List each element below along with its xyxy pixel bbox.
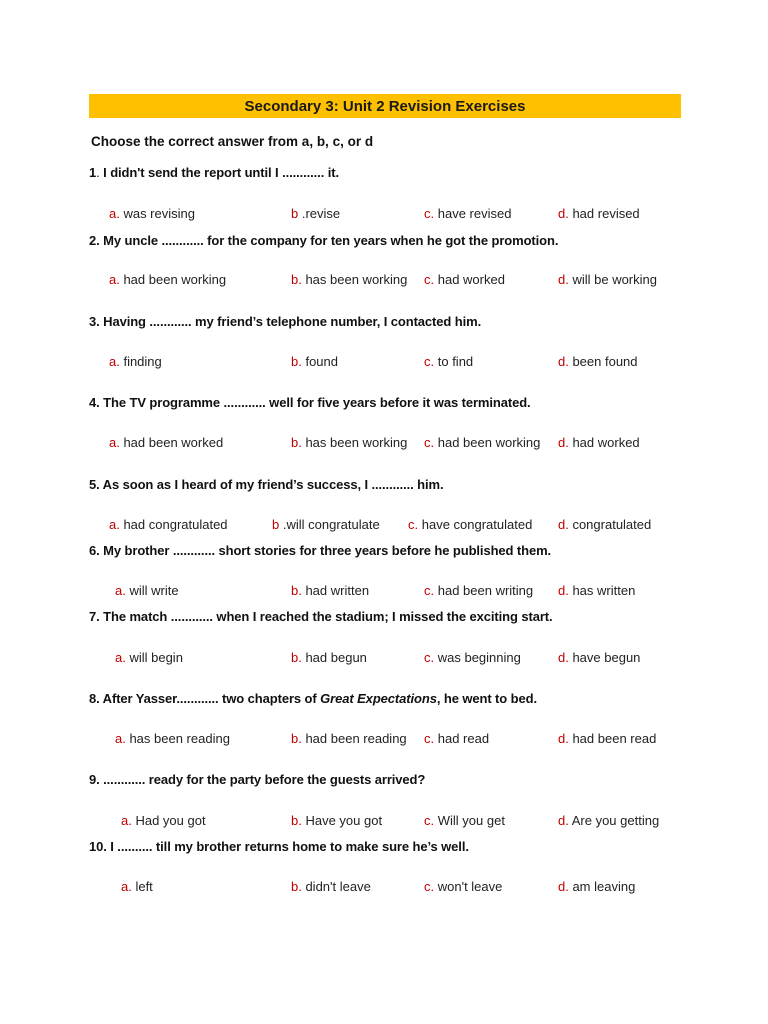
q6-option-b[interactable]: [291, 583, 369, 598]
option-letter: b.: [291, 650, 302, 665]
q7-option-b[interactable]: [291, 650, 367, 665]
q7-option-a[interactable]: [115, 650, 183, 665]
title-bar: [89, 94, 681, 118]
option-text: Have you got: [301, 813, 383, 828]
option-letter: b: [272, 517, 280, 532]
option-letter: a.: [115, 731, 126, 746]
question-number-dot: .: [96, 165, 100, 180]
option-text: congratulated: [568, 517, 652, 532]
option-text: Are you getting: [568, 813, 660, 828]
option-letter: c.: [424, 650, 435, 665]
option-text: .revise: [298, 206, 341, 221]
question-text: I didn't send the report until I ............ it.: [99, 165, 339, 180]
q5-option-a[interactable]: [109, 517, 228, 532]
q2-option-d[interactable]: [558, 272, 657, 287]
option-text: had congratulated: [119, 517, 228, 532]
option-letter: c.: [424, 354, 435, 369]
option-letter: d.: [558, 650, 569, 665]
q3-option-d[interactable]: [558, 354, 638, 369]
option-letter: c.: [424, 879, 435, 894]
option-text: been found: [568, 354, 638, 369]
q9-option-a[interactable]: [121, 813, 206, 828]
q9-option-d[interactable]: [558, 813, 659, 828]
q10-option-c[interactable]: [424, 879, 502, 894]
q7-option-c[interactable]: [424, 650, 521, 665]
option-letter: b.: [291, 354, 302, 369]
q1-option-d[interactable]: [558, 206, 640, 221]
option-letter: a.: [121, 813, 132, 828]
question-number: 1: [89, 165, 97, 180]
option-text: left: [131, 879, 153, 894]
option-letter: a.: [109, 517, 120, 532]
question-text-end: , he went to bed.: [436, 691, 537, 706]
option-text: was beginning: [434, 650, 521, 665]
option-text: .will congratulate: [279, 517, 380, 532]
option-letter: c.: [424, 731, 435, 746]
option-letter: d.: [558, 272, 569, 287]
q10-option-a[interactable]: [121, 879, 153, 894]
question-5: 5. As soon as I heard of my friend’s success, I ............ him.: [89, 477, 444, 492]
option-letter: d.: [558, 731, 569, 746]
option-text: Had you got: [131, 813, 206, 828]
q1-option-b[interactable]: [291, 206, 340, 221]
option-text: finding: [119, 354, 162, 369]
option-letter: b.: [291, 583, 302, 598]
page-title: Secondary 3: Unit 2 Revision Exercises: [244, 97, 526, 115]
option-text: had worked: [568, 435, 640, 450]
option-text: had been read: [568, 731, 657, 746]
option-letter: b.: [291, 731, 302, 746]
q8-option-d[interactable]: [558, 731, 656, 746]
option-letter: d.: [558, 435, 569, 450]
q1-option-a[interactable]: [109, 206, 195, 221]
option-letter: a.: [109, 435, 120, 450]
q4-option-a[interactable]: [109, 435, 223, 450]
q7-option-d[interactable]: [558, 650, 640, 665]
option-letter: d.: [558, 206, 569, 221]
option-text: had been reading: [301, 731, 407, 746]
q4-option-c[interactable]: [424, 435, 540, 450]
instructions: Choose the correct answer from a, b, c, or d: [91, 134, 374, 149]
option-letter: d.: [558, 517, 569, 532]
option-text: has been working: [301, 435, 408, 450]
question-10: 10. I .......... till my brother returns home to make sure he’s well.: [89, 839, 469, 854]
option-letter: a.: [121, 879, 132, 894]
option-text: have revised: [434, 206, 512, 221]
q8-option-a[interactable]: [115, 731, 230, 746]
option-text: has been working: [301, 272, 408, 287]
option-text: have congratulated: [418, 517, 533, 532]
q3-option-a[interactable]: [109, 354, 162, 369]
option-text: had read: [434, 731, 490, 746]
option-text: had been writing: [434, 583, 534, 598]
option-letter: d.: [558, 354, 569, 369]
option-text: had been working: [434, 435, 541, 450]
option-letter: c.: [424, 813, 435, 828]
q1-option-c[interactable]: [424, 206, 511, 221]
option-text: will begin: [125, 650, 183, 665]
option-letter: d.: [558, 879, 569, 894]
option-text: found: [301, 354, 338, 369]
option-letter: c.: [424, 272, 435, 287]
option-letter: a.: [109, 272, 120, 287]
q6-option-d[interactable]: [558, 583, 635, 598]
option-text: have begun: [568, 650, 641, 665]
option-text: had revised: [568, 206, 640, 221]
question-text: 8. After Yasser............ two chapters of: [89, 691, 321, 706]
q4-option-b[interactable]: [291, 435, 407, 450]
option-letter: a.: [115, 650, 126, 665]
q10-option-b[interactable]: [291, 879, 371, 894]
question-9: 9. ............ ready for the party before the guests arrived?: [89, 772, 426, 787]
q2-option-a[interactable]: [109, 272, 226, 287]
option-text: has been reading: [125, 731, 230, 746]
question-2: 2. My uncle ............ for the company for ten years when he got the promotion.: [89, 233, 559, 248]
question-4: 4. The TV programme ............ well for five years before it was terminated.: [89, 395, 531, 410]
q9-option-c[interactable]: [424, 813, 505, 828]
option-text: didn't leave: [301, 879, 371, 894]
book-title: Great Expectations: [320, 691, 437, 706]
option-letter: b.: [291, 272, 302, 287]
question-1: [89, 165, 339, 180]
option-letter: d.: [558, 813, 569, 828]
option-text: has written: [568, 583, 636, 598]
option-text: had begun: [301, 650, 367, 665]
option-letter: b.: [291, 435, 302, 450]
q3-option-c[interactable]: [424, 354, 473, 369]
option-text: will write: [125, 583, 179, 598]
option-letter: c.: [408, 517, 419, 532]
question-7: 7. The match ............ when I reached the stadium; I missed the exciting start.: [89, 609, 553, 624]
q4-option-d[interactable]: [558, 435, 640, 450]
q2-option-b[interactable]: [291, 272, 407, 287]
option-letter: c.: [424, 435, 435, 450]
q6-option-a[interactable]: [115, 583, 179, 598]
option-text: am leaving: [568, 879, 636, 894]
q5-option-c[interactable]: [408, 517, 532, 532]
q5-option-b[interactable]: [272, 517, 380, 532]
q10-option-d[interactable]: [558, 879, 635, 894]
option-letter: a.: [115, 583, 126, 598]
option-text: had been working: [119, 272, 227, 287]
question-8: [89, 691, 537, 706]
option-text: won't leave: [434, 879, 503, 894]
option-letter: b.: [291, 813, 302, 828]
option-text: had been worked: [119, 435, 224, 450]
option-letter: c.: [424, 206, 435, 221]
question-3: 3. Having ............ my friend’s telephone number, I contacted him.: [89, 314, 482, 329]
option-letter: b: [291, 206, 299, 221]
option-text: was revising: [119, 206, 195, 221]
q2-option-c[interactable]: [424, 272, 505, 287]
q3-option-b[interactable]: [291, 354, 338, 369]
q8-option-c[interactable]: [424, 731, 489, 746]
option-text: had written: [301, 583, 370, 598]
q5-option-d[interactable]: [558, 517, 651, 532]
option-text: had worked: [434, 272, 505, 287]
option-letter: a.: [109, 354, 120, 369]
option-letter: d.: [558, 583, 569, 598]
option-text: to find: [434, 354, 474, 369]
option-letter: a.: [109, 206, 120, 221]
option-letter: b.: [291, 879, 302, 894]
q9-option-b[interactable]: [291, 813, 382, 828]
option-text: will be working: [568, 272, 657, 287]
q6-option-c[interactable]: [424, 583, 533, 598]
q8-option-b[interactable]: [291, 731, 407, 746]
option-letter: c.: [424, 583, 435, 598]
option-text: Will you get: [434, 813, 505, 828]
question-6: 6. My brother ............ short stories for three years before he published them.: [89, 543, 552, 558]
